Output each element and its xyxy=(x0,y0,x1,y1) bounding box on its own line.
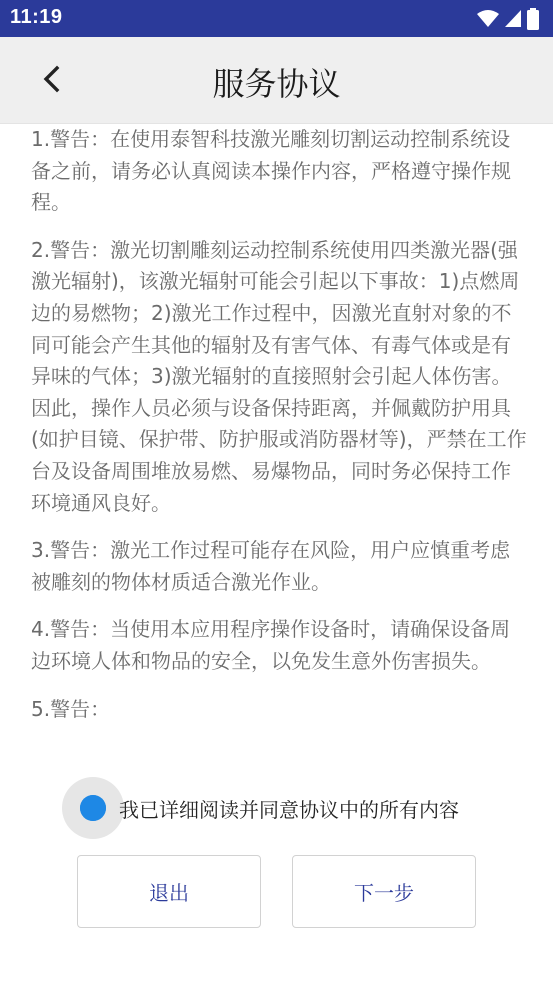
agreement-text-scroll[interactable] xyxy=(0,124,553,774)
status-bar xyxy=(0,0,553,37)
agreement-paragraph-1: 1.警告：在使用泰智科技激光雕刻切割运动控制系统设备之前，请务必认真阅读本操作内容，严格遵守操作规程。 xyxy=(31,127,511,215)
radio-checked-icon xyxy=(80,795,106,821)
wifi-icon xyxy=(477,10,499,28)
page-title: 服务协议 xyxy=(212,65,341,103)
exit-button[interactable]: 退出 xyxy=(77,855,261,928)
agreement-paragraph-3: 3.警告：激光工作过程可能存在风险，用户应慎重考虑被雕刻的物体材质适合激光作业。 xyxy=(31,538,511,594)
consent-label[interactable]: 我已详细阅读并同意协议中的所有内容 xyxy=(119,797,459,822)
status-icons xyxy=(477,8,539,30)
agreement-paragraph-5: 5.警告： xyxy=(31,696,111,721)
battery-icon xyxy=(527,8,539,30)
signal-icon xyxy=(505,10,521,28)
status-time: 11:19 xyxy=(10,6,63,28)
agreement-paragraph-2: 2.警告：激光切割雕刻运动控制系统使用四类激光器(强激光辐射)，该激光辐射可能会引起以下事故：1)点燃周边的易燃物；2)激光工作过程中，因激光直射对象的不同可能会产生其他的辐射及有害气体、有毒气体或是有异味的气体；3)激光辐射的直接照射会引起人体伤害。因此，操作人员必须与设备保持距离，并佩戴防护用具(如护目镜、保护带、防护服或消防器材等)，严禁在工作台及设备周围堆放易燃、易爆物品，同时务必保持工作环境通风良好。 xyxy=(31,237,527,515)
app-bar xyxy=(0,37,553,124)
agreement-paragraph-4: 4.警告：当使用本应用程序操作设备时，请确保设备周边环境人体和物品的安全，以免发生意外伤害损失。 xyxy=(31,617,511,673)
consent-row[interactable] xyxy=(62,777,459,839)
consent-radio[interactable] xyxy=(62,777,124,839)
next-step-button[interactable]: 下一步 xyxy=(292,855,476,928)
